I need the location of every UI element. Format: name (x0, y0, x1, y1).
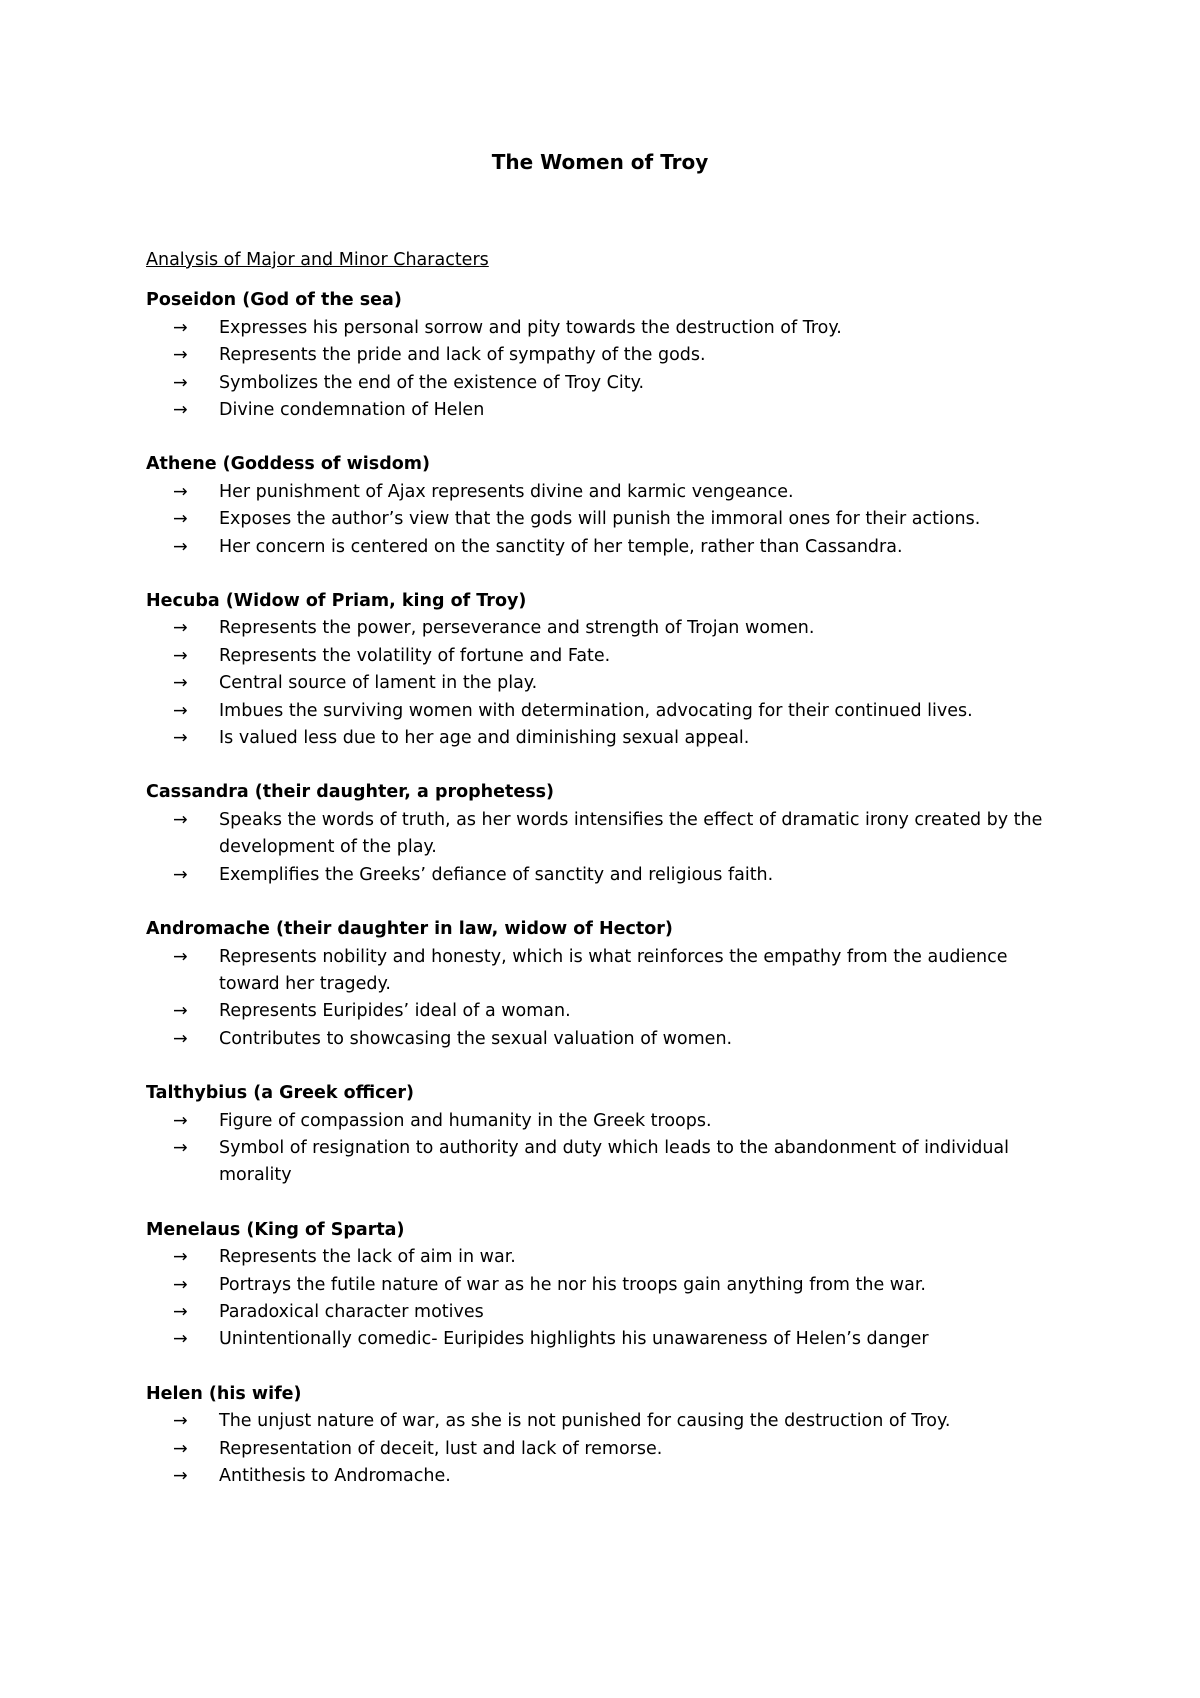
trait-item (146, 1244, 1066, 1271)
arrow-bullet-icon: → (173, 1466, 188, 1487)
trait-text: Imbues the surviving women with determination, advocating for their continued lives. (219, 700, 973, 721)
trait-text: Central source of lament in the play. (219, 673, 538, 694)
trait-text: Her concern is centered on the sanctity of her temple, rather than Cassandra. (219, 536, 903, 557)
trait-item (146, 342, 1066, 369)
section-gap (146, 274, 1066, 287)
trait-text: Symbol of resignation to authority and duty which leads to the abandonment of individual morality (219, 1137, 1009, 1186)
trait-item (146, 506, 1066, 533)
arrow-bullet-icon: → (173, 1411, 188, 1432)
trait-text: Speaks the words of truth, as her words intensifies the effect of dramatic irony created by the development of the play. (219, 809, 1043, 858)
character-block (146, 1080, 1066, 1190)
trait-text: Unintentionally comedic- Euripides highlights his unawareness of Helen’s danger (219, 1329, 929, 1350)
trait-item (146, 862, 1066, 889)
trait-text: Represents the volatility of fortune and Fate. (219, 645, 611, 666)
document-title: The Women of Troy (491, 150, 709, 174)
trait-text: Contributes to showcasing the sexual valuation of women. (219, 1028, 733, 1049)
trait-item (146, 1326, 1066, 1353)
trait-item (146, 670, 1066, 697)
trait-text: Antithesis to Andromache. (219, 1466, 451, 1487)
arrow-bullet-icon: → (173, 673, 188, 694)
trait-item (146, 534, 1066, 561)
character-block (146, 1381, 1066, 1491)
trait-text: Exposes the author’s view that the gods will punish the immoral ones for their actions. (219, 509, 981, 530)
arrow-bullet-icon: → (173, 1110, 188, 1131)
trait-text: Paradoxical character motives (219, 1301, 484, 1322)
section-heading: Analysis of Major and Minor Characters (146, 250, 489, 270)
trait-item (146, 807, 1066, 862)
trait-text: Is valued less due to her age and diminishing sexual appeal. (219, 728, 750, 749)
trait-item (146, 1135, 1066, 1190)
arrow-bullet-icon: → (173, 536, 188, 557)
trait-list (146, 1244, 1066, 1354)
trait-item (146, 1463, 1066, 1490)
trait-text: Represents Euripides’ ideal of a woman. (219, 1001, 571, 1022)
character-name: Menelaus (King of Sparta) (146, 1219, 405, 1240)
arrow-bullet-icon: → (173, 864, 188, 885)
trait-item (146, 725, 1066, 752)
character-block (146, 916, 1066, 1053)
trait-text: Represents the pride and lack of sympathy of the gods. (219, 345, 706, 366)
character-name: Andromache (their daughter in law, widow of Hector) (146, 919, 673, 940)
trait-item (146, 1299, 1066, 1326)
character-name: Cassandra (their daughter, a prophetess) (146, 782, 555, 803)
trait-item (146, 1108, 1066, 1135)
trait-item (146, 944, 1066, 999)
trait-item (146, 479, 1066, 506)
trait-item (146, 1026, 1066, 1053)
trait-item (146, 698, 1066, 725)
trait-item (146, 397, 1066, 424)
arrow-bullet-icon: → (173, 645, 188, 666)
trait-text: The unjust nature of war, as she is not punished for causing the destruction of Troy. (219, 1411, 951, 1432)
arrow-bullet-icon: → (173, 1274, 188, 1295)
trait-text: Represents nobility and honesty, which is what reinforces the empathy from the audience toward her tragedy. (219, 946, 1008, 994)
trait-item (146, 370, 1066, 397)
arrow-bullet-icon: → (173, 1028, 188, 1049)
arrow-bullet-icon: → (173, 400, 188, 421)
trait-item (146, 615, 1066, 642)
character-block (146, 779, 1066, 889)
trait-item (146, 315, 1066, 342)
trait-item (146, 1272, 1066, 1299)
trait-text: Represents the lack of aim in war. (219, 1247, 516, 1268)
trait-item (146, 643, 1066, 670)
trait-text: Expresses his personal sorrow and pity towards the destruction of Troy. (219, 317, 842, 338)
trait-item (146, 1436, 1066, 1463)
trait-text: Representation of deceit, lust and lack of remorse. (219, 1438, 663, 1459)
trait-list (146, 479, 1066, 561)
arrow-bullet-icon: → (173, 728, 188, 749)
character-name: Talthybius (a Greek officer) (146, 1083, 414, 1104)
trait-text: Portrays the futile nature of war as he nor his troops gain anything from the war. (219, 1274, 926, 1295)
trait-list (146, 1408, 1066, 1490)
arrow-bullet-icon: → (173, 372, 188, 393)
arrow-bullet-icon: → (173, 618, 188, 639)
document-body (146, 247, 1066, 1517)
arrow-bullet-icon: → (173, 317, 188, 338)
trait-list (146, 944, 1066, 1054)
arrow-bullet-icon: → (173, 809, 188, 830)
arrow-bullet-icon: → (173, 1001, 188, 1022)
arrow-bullet-icon: → (173, 1438, 188, 1459)
character-block (146, 1217, 1066, 1354)
trait-item (146, 1408, 1066, 1435)
character-block (146, 451, 1066, 561)
arrow-bullet-icon: → (173, 1247, 188, 1268)
trait-text: Represents the power, perseverance and strength of Trojan women. (219, 618, 815, 639)
arrow-bullet-icon: → (173, 345, 188, 366)
character-name: Athene (Goddess of wisdom) (146, 454, 430, 475)
arrow-bullet-icon: → (173, 946, 188, 967)
arrow-bullet-icon: → (173, 509, 188, 530)
arrow-bullet-icon: → (173, 1301, 188, 1322)
trait-text: Figure of compassion and humanity in the Greek troops. (219, 1110, 712, 1131)
trait-item (146, 998, 1066, 1025)
character-list (146, 287, 1066, 1490)
character-block (146, 588, 1066, 752)
arrow-bullet-icon: → (173, 481, 188, 502)
arrow-bullet-icon: → (173, 700, 188, 721)
character-name: Hecuba (Widow of Priam, king of Troy) (146, 591, 527, 612)
trait-list (146, 615, 1066, 752)
trait-list (146, 1108, 1066, 1190)
character-name: Helen (his wife) (146, 1383, 302, 1404)
trait-list (146, 807, 1066, 889)
trait-text: Divine condemnation of Helen (219, 400, 485, 421)
trait-list (146, 315, 1066, 425)
arrow-bullet-icon: → (173, 1329, 188, 1350)
character-block (146, 287, 1066, 424)
trait-text: Symbolizes the end of the existence of Troy City. (219, 372, 645, 393)
character-name: Poseidon (God of the sea) (146, 290, 402, 311)
trait-text: Her punishment of Ajax represents divine and karmic vengeance. (219, 481, 794, 502)
trait-text: Exemplifies the Greeks’ defiance of sanctity and religious faith. (219, 864, 774, 885)
arrow-bullet-icon: → (173, 1137, 188, 1158)
